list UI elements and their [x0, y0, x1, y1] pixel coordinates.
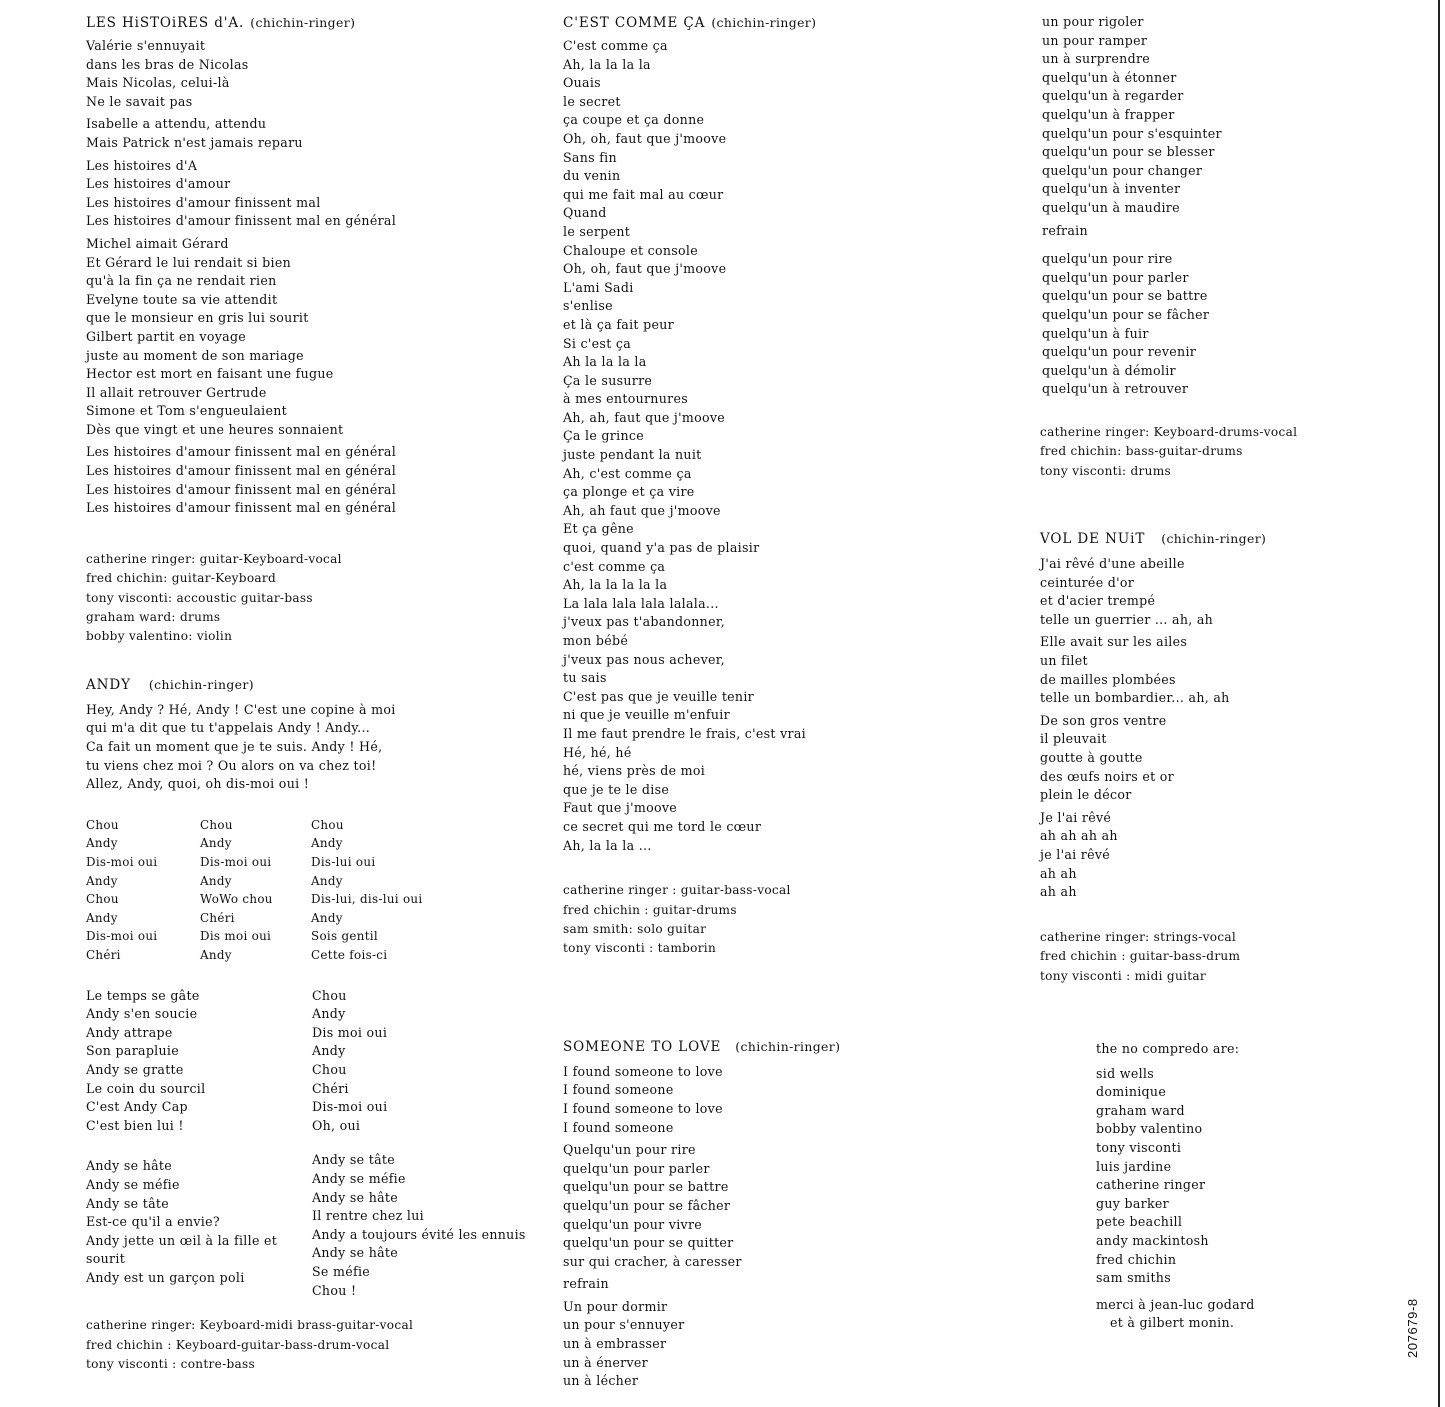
credit-line: catherine ringer: Keyboard-midi brass-guitar-vocal [86, 1318, 414, 1333]
histoires-chorus-2 [86, 443, 556, 517]
band-member: tony visconti [1096, 1139, 1182, 1155]
lyric-line: un à lécher [563, 1373, 639, 1389]
lyric-line: Chou [200, 817, 233, 832]
lyric-line: le serpent [563, 223, 631, 239]
credit-line: tony visconti: drums [1040, 463, 1171, 478]
lyric-line: quelqu'un pour parler [1042, 269, 1189, 285]
someone-verse-1 [563, 1063, 1033, 1137]
lyric-line: Dis-moi oui [200, 855, 272, 870]
histoires-credits [86, 550, 556, 647]
lyric-line: à mes entournures [563, 391, 688, 407]
band-member: fred chichin [1096, 1251, 1177, 1267]
lyric-line: goutte à goutte [1040, 750, 1143, 766]
lyric-line: quelqu'un à démolir [1042, 362, 1176, 378]
song-title-someone: SOMEONE TO LOVE (chichin-ringer) [563, 1038, 841, 1055]
lyric-line: Ah, la la la la [563, 56, 651, 72]
lyric-line: Hey, Andy ? Hé, Andy ! C'est une copine à moi [86, 701, 396, 717]
lyric-line: Et ça gêne [563, 521, 634, 537]
lyric-line: Allez, Andy, quoi, oh dis-moi oui ! [86, 776, 310, 792]
andy-chorus-col-3 [311, 816, 551, 965]
lyric-line: Ah, la la la la la [563, 577, 668, 593]
thanks-line: merci à jean-luc godard [1096, 1296, 1255, 1312]
band-member: sid wells [1096, 1065, 1155, 1081]
lyric-line: quelqu'un pour s'esquinter [1042, 125, 1222, 141]
lyric-line: un filet [1040, 653, 1088, 669]
lyric-line: I found someone [563, 1082, 674, 1098]
lyric-line: Andy se méfie [86, 1176, 180, 1192]
histoires-chorus-1 [86, 157, 556, 231]
band-member: luis jardine [1096, 1158, 1172, 1174]
lyric-line: telle un bombardier... ah, ah [1040, 690, 1230, 706]
lyric-line: Gilbert partit en voyage [86, 328, 247, 344]
lyric-line: I found someone to love [563, 1063, 723, 1079]
lyric-line: Andy [311, 836, 343, 851]
lyric-line: un à surprendre [1042, 51, 1151, 67]
lyric-line: Chéri [312, 1080, 349, 1096]
lyric-line: ça plonge et ça vire [563, 484, 695, 500]
lyric-line: Dis moi oui [312, 1024, 388, 1040]
vol-verse-4 [1040, 809, 1370, 902]
lyric-line: Ah, ah, faut que j'moove [563, 409, 726, 425]
lyric-line: le secret [563, 93, 621, 109]
lyric-line: qu'à la fin ça ne rendait rien [86, 273, 277, 289]
lyric-line: Je l'ai rêvé [1040, 809, 1112, 825]
lyric-line: Quand [563, 205, 607, 221]
band-member: andy mackintosh [1096, 1232, 1209, 1248]
lyric-line: Oh, oh, faut que j'moove [563, 130, 727, 146]
lyric-line: j'veux pas nous achever, [563, 651, 725, 667]
lyric-line: Il rentre chez lui [312, 1208, 424, 1224]
credit-line: fred chichin : guitar-drums [563, 902, 737, 917]
lyric-line: du venin [563, 168, 621, 184]
lyric-line: quelqu'un pour changer [1042, 162, 1203, 178]
credit-line: catherine ringer: strings-vocal [1040, 929, 1237, 944]
lyric-line: Dis-lui, dis-lui oui [311, 892, 423, 907]
lyric-line: quelqu'un à retrouver [1042, 381, 1189, 397]
lyric-line: De son gros ventre [1040, 712, 1167, 728]
catalog-number: 207679-8 [1405, 1298, 1420, 1358]
lyric-line: quelqu'un pour se blesser [1042, 144, 1215, 160]
credit-line: tony visconti : midi guitar [1040, 968, 1206, 983]
lyric-line: Dis-moi oui [86, 929, 158, 944]
lyric-line: Ah, la la la ... [563, 837, 652, 853]
band-heading: the no compredo are: [1096, 1041, 1240, 1056]
lyric-line: Faut que j'moove [563, 800, 678, 816]
lyric-line: C'est pas que je veuille tenir [563, 688, 754, 704]
lyric-line: quelqu'un à regarder [1042, 88, 1184, 104]
song-title-andy: ANDY (chichin-ringer) [86, 676, 254, 693]
lyric-line: Simone et Tom s'engueulaient [86, 403, 288, 419]
lyric-line: il pleuvait [1040, 731, 1107, 747]
lyric-line: Les histoires d'A [86, 157, 198, 173]
comme-ca-lyrics [563, 37, 1033, 855]
lyric-line: Andy attrape [86, 1024, 173, 1040]
lyric-line: Les histoires d'amour finissent mal en général [86, 444, 397, 460]
andy-verse-1-right [312, 987, 552, 1136]
lyric-line: C'est comme ça [563, 38, 668, 53]
band-member: bobby valentino [1096, 1121, 1203, 1137]
lyric-line: Ça le grince [563, 428, 644, 444]
lyric-line: j'veux pas t'abandonner, [563, 614, 726, 630]
someone-credits [1040, 423, 1370, 481]
lyric-line: tu viens chez moi ? Ou alors on va chez toi! [86, 757, 377, 773]
lyric-line: quelqu'un pour se fâcher [563, 1197, 731, 1213]
lyric-line: Les histoires d'amour finissent mal en général [86, 463, 397, 479]
band-member: catherine ringer [1096, 1177, 1206, 1193]
lyric-line: Est-ce qu'il a envie? [86, 1214, 220, 1230]
lyric-line: s'enlise [563, 298, 613, 314]
lyric-line: un à embrasser [563, 1336, 667, 1352]
lyric-line: Andy [200, 948, 232, 962]
lyric-line: un pour ramper [1042, 32, 1148, 48]
lyric-line: Andy se gratte [86, 1061, 184, 1077]
credit-line: tony visconti : tamborin [563, 941, 717, 956]
column-left [86, 0, 556, 1374]
credit-line: fred chichin : Keyboard-guitar-bass-drum-vocal [86, 1337, 390, 1352]
andy-chorus-col-2 [200, 816, 311, 965]
lyric-line: Les histoires d'amour [86, 176, 231, 192]
song-title-vol-de-nuit: VOL DE NUiT (chichin-ringer) [1040, 531, 1267, 548]
lyric-line: Mais Patrick n'est jamais reparu [86, 134, 303, 150]
andy-intro [86, 701, 556, 794]
song-title-histoires: LES HiSTOiRES d'A. (chichin-ringer) [86, 15, 356, 31]
lyric-line: I found someone [563, 1119, 674, 1135]
credit-line: sam smith: solo guitar [563, 921, 707, 936]
credit-line: catherine ringer: Keyboard-drums-vocal [1040, 424, 1298, 439]
thanks-line: et à gilbert monin. [1110, 1315, 1235, 1331]
andy-verse-2-left [86, 1151, 312, 1300]
lyric-line: Andy se méfie [312, 1170, 406, 1186]
lyric-line: juste pendant la nuit [563, 447, 702, 463]
lyric-line: Hé, hé, hé [563, 744, 632, 760]
lyric-line: Chou [312, 987, 347, 1003]
lyric-line: quoi, quand y'a pas de plaisir [563, 540, 760, 556]
credit-line: fred chichin : guitar-bass-drum [1040, 949, 1241, 964]
lyric-line: hé, viens près de moi [563, 763, 706, 779]
credit-line: fred chichin: bass-guitar-drums [1040, 444, 1243, 459]
lyric-line: Andy [312, 1043, 346, 1059]
lyric-line: quelqu'un pour parler [563, 1160, 710, 1176]
band-member: pete beachill [1096, 1214, 1183, 1230]
credit-line: catherine ringer: guitar-Keyboard-vocal [86, 551, 342, 566]
lyric-line: Ouais [563, 75, 601, 91]
comme-ca-credits [563, 881, 1033, 959]
lyric-line: Ne le savait pas [86, 93, 193, 109]
band-member: sam smiths [1096, 1270, 1171, 1286]
histoires-verse-2 [86, 115, 556, 152]
andy-chorus-col-1 [86, 816, 200, 965]
lyric-line: Un pour dormir [563, 1298, 668, 1314]
lyric-line: C'est Andy Cap [86, 1099, 188, 1115]
credit-line: tony visconti : contre-bass [86, 1356, 256, 1371]
lyric-line: Mais Nicolas, celui-là [86, 75, 230, 91]
vol-credits [1040, 928, 1370, 986]
lyric-line: Les histoires d'amour finissent mal en général [86, 500, 397, 516]
lyric-line: quelqu'un pour se fâcher [1042, 306, 1210, 322]
lyric-line: Il me faut prendre le frais, c'est vrai [563, 725, 806, 741]
lyric-line: quelqu'un à fuir [1042, 325, 1149, 341]
lyric-line: Andy a toujours évité les ennuis [312, 1226, 526, 1242]
lyric-line: Oh, oh, faut que j'moove [563, 261, 727, 277]
vol-verse-3 [1040, 712, 1370, 805]
lyric-line: Andy [86, 910, 118, 925]
andy-verse-1 [86, 987, 556, 1136]
lyric-line: un à énerver [563, 1354, 648, 1370]
lyric-line: ceinturée d'or [1040, 574, 1135, 590]
lyric-line: quelqu'un à étonner [1042, 69, 1177, 85]
andy-verse-1-left [86, 987, 312, 1136]
band-members [1040, 1040, 1370, 1333]
lyric-line: Andy [312, 1006, 346, 1022]
lyric-line: Cette fois-ci [311, 948, 388, 962]
andy-credits [86, 1316, 556, 1374]
lyric-line: que je te le dise [563, 781, 670, 797]
lyric-line: ni que je veuille m'enfuir [563, 707, 730, 723]
lyric-line: Sans fin [563, 149, 617, 165]
credit-line: tony visconti: accoustic guitar-bass [86, 590, 313, 605]
lyric-line: Chaloupe et console [563, 242, 698, 258]
lyric-line: ça coupe et ça donne [563, 112, 705, 128]
lyric-line: quelqu'un pour revenir [1042, 344, 1197, 360]
lyric-line: quelqu'un pour vivre [563, 1216, 703, 1232]
column-right [1040, 0, 1370, 1333]
lyric-line: c'est comme ça [563, 558, 666, 574]
lyric-line: Andy s'en soucie [86, 1006, 198, 1022]
lyric-line: L'ami Sadi [563, 279, 634, 295]
lyric-line: Ca fait un moment que je te suis. Andy ! Hé, [86, 739, 383, 755]
lyric-line: Michel aimait Gérard [86, 235, 229, 251]
lyric-line: ce secret qui me tord le cœur [563, 818, 762, 834]
lyric-line: Dis-moi oui [312, 1099, 388, 1115]
lyric-line: Ah la la la la [563, 354, 647, 370]
lyric-line: Et Gérard le lui rendait si bien [86, 254, 292, 270]
band-member: guy barker [1096, 1195, 1169, 1211]
lyric-line: Les histoires d'amour finissent mal [86, 194, 321, 210]
lyric-line: quelqu'un à inventer [1042, 181, 1181, 197]
lyric-line: Ah, ah faut que j'moove [563, 502, 721, 518]
lyric-line: Andy est un garçon poli [86, 1269, 245, 1285]
lyric-line: Andy [86, 873, 118, 888]
lyric-line: des œufs noirs et or [1040, 768, 1174, 784]
refrain-marker: refrain [563, 1276, 609, 1292]
lyric-line: Chou [312, 1061, 347, 1077]
histoires-verse-1 [86, 37, 556, 111]
someone-verse-3-cont [1040, 13, 1370, 399]
lyric-line: plein le décor [1040, 787, 1132, 803]
lyric-line: Ça le susurre [563, 372, 653, 388]
lyric-line: Andy se hâte [312, 1189, 399, 1205]
lyric-line: Chou [86, 892, 119, 907]
page-border [1438, 0, 1440, 1407]
lyric-line: dans les bras de Nicolas [86, 56, 249, 72]
lyric-line: qui m'a dit que tu t'appelais Andy ! Andy... [86, 720, 371, 736]
lyric-line: juste au moment de son mariage [86, 347, 304, 363]
lyric-line: Dès que vingt et une heures sonnaient [86, 421, 344, 437]
lyric-line: tu sais [563, 670, 607, 686]
lyric-line: quelqu'un à maudire [1042, 199, 1180, 215]
lyric-line: La lala lala lala lalala... [563, 595, 719, 611]
lyric-line: Chou ! [312, 1282, 357, 1298]
lyric-line: ah ah [1040, 865, 1077, 881]
lyric-line: je l'ai rêvé [1040, 847, 1111, 862]
someone-verse-3-start [563, 1298, 1033, 1391]
lyric-line: Le temps se gâte [86, 987, 200, 1003]
lyric-line: Andy [311, 910, 343, 925]
lyric-line: Andy [200, 873, 232, 888]
lyric-line: Chéri [86, 948, 121, 962]
lyric-line: de mailles plombées [1040, 671, 1176, 687]
lyric-line: quelqu'un pour rire [1042, 251, 1173, 267]
lyric-line: Dis-lui oui [311, 855, 376, 870]
lyric-line: Valérie s'ennuyait [86, 38, 206, 53]
lyric-line: Ah, c'est comme ça [563, 465, 692, 481]
lyric-line: et d'acier trempé [1040, 593, 1156, 609]
lyric-line: un pour s'ennuyer [563, 1317, 685, 1333]
credit-line: graham ward: drums [86, 610, 221, 625]
lyric-line: Chou [86, 817, 119, 832]
lyric-line: que le monsieur en gris lui sourit [86, 310, 309, 326]
lyric-line: Hector est mort en faisant une fugue [86, 366, 334, 382]
lyric-line: Les histoires d'amour finissent mal en général [86, 213, 397, 229]
lyric-line: telle un guerrier ... ah, ah [1040, 611, 1214, 627]
lyric-line: Le coin du sourcil [86, 1080, 206, 1096]
lyric-line: WoWo chou [200, 892, 273, 907]
lyric-line: J'ai rêvé d'une abeille [1040, 556, 1185, 572]
band-member: graham ward [1096, 1102, 1185, 1118]
credit-line: catherine ringer : guitar-bass-vocal [563, 883, 791, 898]
lyric-line: quelqu'un pour se quitter [563, 1235, 734, 1251]
lyric-line: Quelqu'un pour rire [563, 1142, 696, 1158]
lyric-line: Sois gentil [311, 929, 378, 944]
lyric-line: Se méfie [312, 1263, 371, 1279]
lyric-line: quelqu'un pour se battre [1042, 288, 1208, 304]
lyric-line: C'est bien lui ! [86, 1117, 184, 1133]
lyric-line: Chéri [200, 910, 235, 925]
lyric-line: mon bébé [563, 633, 629, 648]
lyric-line: Isabelle a attendu, attendu [86, 116, 267, 132]
song-title-comme-ca: C'EST COMME ÇA (chichin-ringer) [563, 15, 817, 31]
lyric-line: Andy [311, 873, 343, 888]
lyric-line: Andy se tâte [86, 1195, 169, 1211]
column-middle [563, 0, 1033, 1391]
lyric-line: ah ah ah ah [1040, 828, 1118, 844]
lyric-line: quelqu'un à frapper [1042, 106, 1175, 122]
credit-line: bobby valentino: violin [86, 629, 233, 644]
lyric-line: et là ça fait peur [563, 316, 674, 332]
lyric-line: Son parapluie [86, 1043, 180, 1059]
lyric-line: Andy se tâte [312, 1152, 395, 1168]
credit-line: fred chichin: guitar-Keyboard [86, 571, 277, 586]
lyric-line: Oh, oui [312, 1117, 361, 1133]
band-member: dominique [1096, 1084, 1167, 1100]
lyric-line: Andy jette un œil à la fille et sourit [86, 1232, 278, 1267]
lyric-line: Si c'est ça [563, 335, 632, 351]
lyric-line: Andy se hâte [86, 1158, 173, 1174]
refrain-marker: refrain [1042, 222, 1088, 238]
lyric-line: Dis moi oui [200, 929, 272, 944]
lyric-line: Il allait retrouver Gertrude [86, 384, 267, 400]
lyric-line: Dis-moi oui [86, 855, 158, 870]
lyric-line: Elle avait sur les ailes [1040, 634, 1188, 650]
lyric-line: Evelyne toute sa vie attendit [86, 291, 278, 307]
vol-verse-2 [1040, 633, 1370, 707]
lyric-line: ah ah [1040, 884, 1077, 900]
lyric-line: Les histoires d'amour finissent mal en général [86, 481, 397, 497]
lyric-line: sur qui cracher, à caresser [563, 1253, 742, 1269]
lyric-line: Andy [200, 836, 232, 851]
lyric-line: Andy [86, 836, 118, 851]
andy-verse-2 [86, 1151, 556, 1300]
lyric-line: Chou [311, 817, 344, 832]
histoires-verse-3 [86, 235, 556, 440]
andy-chorus-grid [86, 816, 556, 965]
someone-verse-2 [563, 1141, 1033, 1271]
lyric-line: quelqu'un pour se battre [563, 1179, 729, 1195]
andy-verse-2-right [312, 1151, 552, 1300]
lyric-line: un pour rigoler [1042, 14, 1144, 29]
vol-verse-1 [1040, 555, 1370, 629]
lyric-line: qui me fait mal au cœur [563, 186, 724, 202]
lyric-line: I found someone to love [563, 1100, 723, 1116]
lyric-line: Andy se hâte [312, 1245, 399, 1261]
